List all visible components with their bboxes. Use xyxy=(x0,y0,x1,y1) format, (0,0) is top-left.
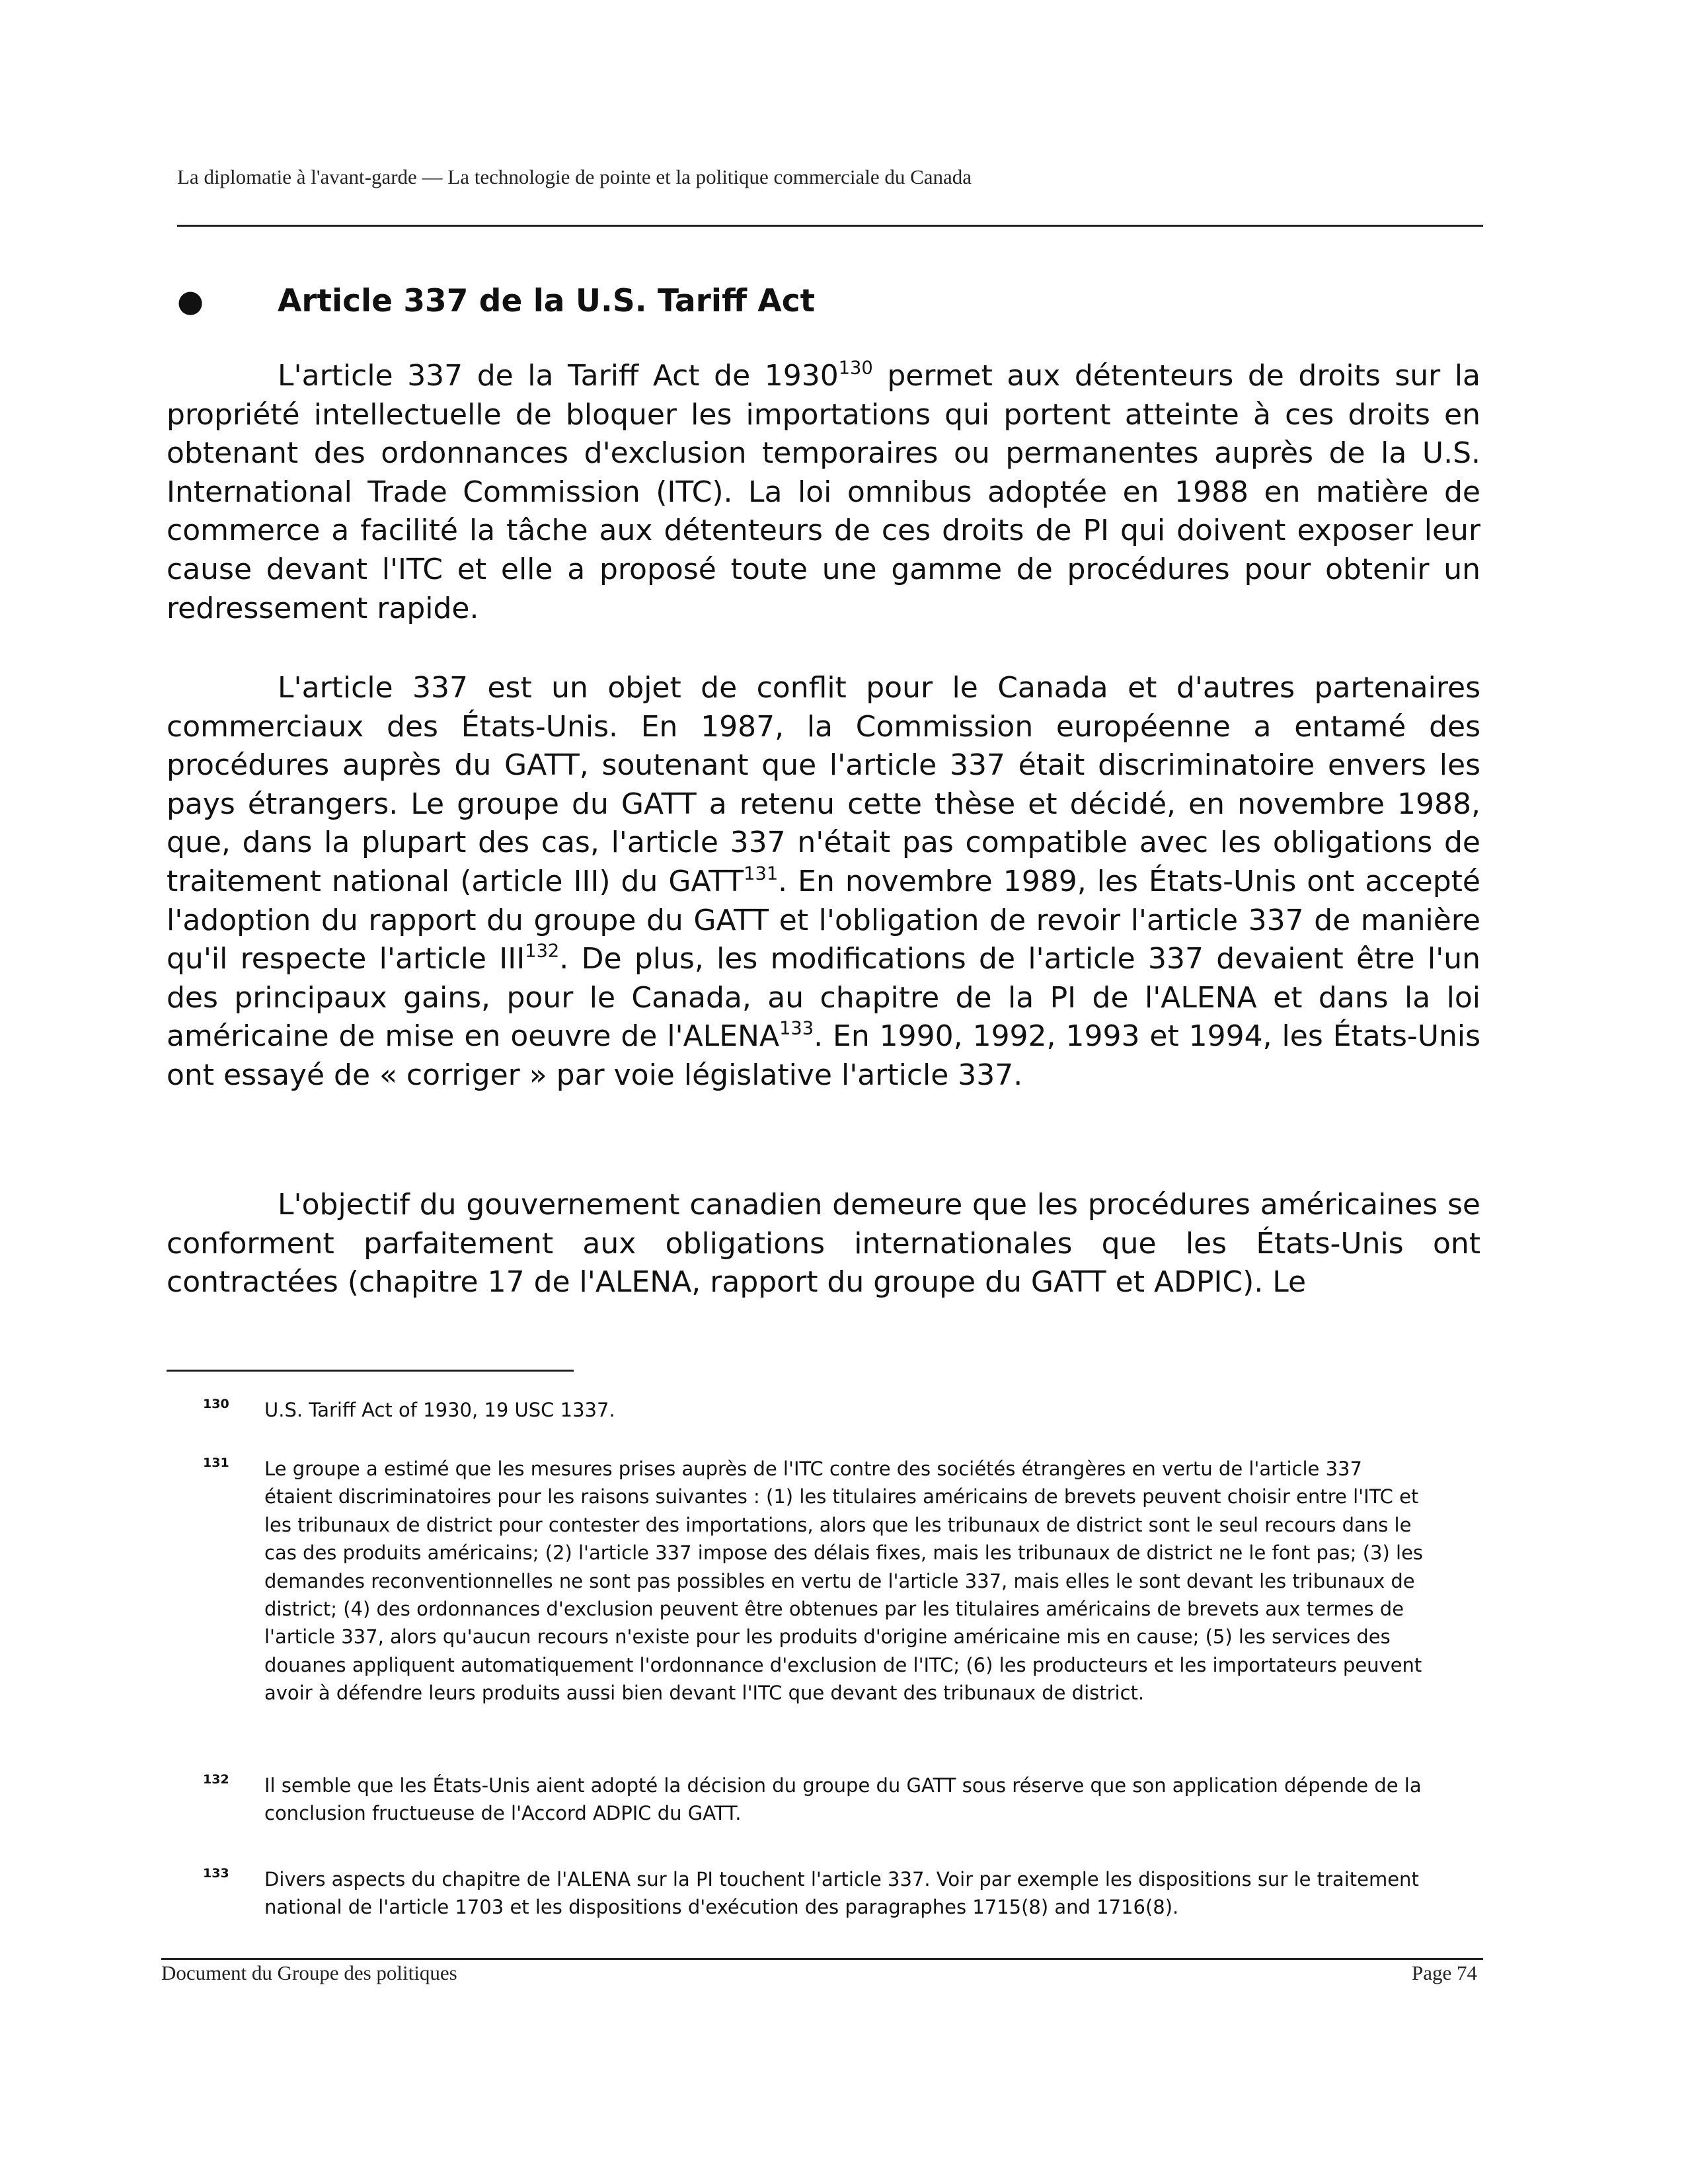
page-number: Page 74 xyxy=(1412,1961,1478,1984)
paragraph-2-text-a: L'article 337 est un objet de conflit pour le Canada et d'autres partenaires commerciaux des États-Unis. En 1987, la Commission européenne a entamé des procédures auprès du GATT, soutenant que l'article 337 était discriminatoire envers les pays étrangers. Le groupe du GATT a retenu cette thèse et décidé, en novembre 1988, que, dans la plupart des cas, l'article 337 n'était pas compatible avec les obligations de traitement national (article III) du GATT xyxy=(167,671,1480,898)
footnote-ref-133: 133 xyxy=(779,1018,814,1039)
bullet-icon: ● xyxy=(177,283,204,319)
footnote-text: Le groupe a estimé que les mesures prises auprès de l'ITC contre des sociétés étrangères en vertu de l'article 337 étaient discriminatoires pour les raisons suivantes : (1) les titulaires américains de brevets peuvent choisir entre l'ITC et les tribunaux de district pour contester des importations, alors que les tribunaux de district sont le seul recours dans le cas des produits américains; (2) l'article 337 impose des délais fixes, mais les tribunaux de district ne le font pas; (3) les demandes reconventionnelles ne sont pas possibles en vertu de l'article 337, mais elles le sont devant les tribunaux de district; (4) des ordonnances d'exclusion peuvent être obtenues par les titulaires américains de brevets aux termes de l'article 337, alors qu'aucun recours n'existe pour les produits d'origine américaine mis en cause; (5) les services des douanes appliquent automatiquement l'ordonnance d'exclusion de l'ITC; (6) les producteurs et les importateurs peuvent avoir à défendre leurs produits aussi bien devant l'ITC que devant des tribunaux de district. xyxy=(264,1458,1424,1705)
paragraph-2-text-d: . En 1990, 1992, 1993 et 1994, les États-Unis ont essayé de « corriger » par voie législative l'article 337. xyxy=(167,1019,1481,1092)
footnote-number: 131 xyxy=(203,1456,229,1470)
paragraph-1 xyxy=(167,357,1480,628)
footnote-text: U.S. Tariff Act of 1930, 19 USC 1337. xyxy=(264,1399,615,1421)
paragraph-1-text-b: permet aux détenteurs de droits sur la propriété intellectuelle de bloquer les importations qui portent atteinte à ces droits en obtenant des ordonnances d'exclusion temporaires ou permanentes auprès de la U.S. International Trade Commission (ITC). La loi omnibus adoptée en 1988 en matière de commerce a facilité la tâche aux détenteurs de ces droits de PI qui doivent exposer leur cause devant l'ITC et elle a proposé toute une gamme de procédures pour obtenir un redressement rapide. xyxy=(167,359,1480,625)
paragraph-2 xyxy=(167,669,1480,1095)
footer-doc-title: Document du Groupe des politiques xyxy=(161,1961,457,1984)
footnote-separator xyxy=(167,1370,574,1372)
paragraph-2-text-b: . En novembre 1989, les États-Unis ont accepté l'adoption du rapport du groupe du GATT et l'obligation de revoir l'article 337 de manière qu'il respecte l'article III xyxy=(167,864,1480,976)
footnote-ref-132: 132 xyxy=(525,941,560,962)
running-header: La diplomatie à l'avant-garde — La technologie de pointe et la politique commerciale du Canada xyxy=(177,165,972,188)
footnote-text: Il semble que les États-Unis aient adopté la décision du groupe du GATT sous réserve que son application dépende de la conclusion fructueuse de l'Accord ADPIC du GATT. xyxy=(264,1774,1422,1825)
paragraph-1-text-a: L'article 337 de la Tariff Act de 1930 xyxy=(278,359,839,393)
footnote-number: 133 xyxy=(203,1866,229,1881)
footnote-text: Divers aspects du chapitre de l'ALENA sur la PI touchent l'article 337. Voir par exemple les dispositions sur le traitement national de l'article 1703 et les dispositions d'exécution des paragraphes 1715(8) and 1716(8). xyxy=(264,1868,1419,1919)
paragraph-2-text-c: . De plus, les modifications de l'article 337 devaient être l'un des principaux gains, pour le Canada, au chapitre de la PI de l'ALENA et dans la loi américaine de mise en oeuvre de l'ALENA xyxy=(167,942,1480,1054)
footnote-number: 130 xyxy=(203,1397,229,1411)
footnote-ref-130: 130 xyxy=(838,358,873,379)
footnote-number: 132 xyxy=(203,1772,229,1787)
footnote-ref-131: 131 xyxy=(744,863,779,884)
section-title: Article 337 de la U.S. Tariff Act xyxy=(278,283,816,319)
paragraph-3-text-a: L'objectif du gouvernement canadien demeure que les procédures américaines se conforment parfaitement aux obligations internationales que les États-Unis ont contractées (chapitre 17 de l'ALENA, rapport du groupe du GATT et ADPIC). Le xyxy=(167,1188,1480,1300)
footer-rule xyxy=(161,1958,1483,1960)
paragraph-3 xyxy=(167,1186,1480,1302)
header-rule xyxy=(177,225,1483,227)
